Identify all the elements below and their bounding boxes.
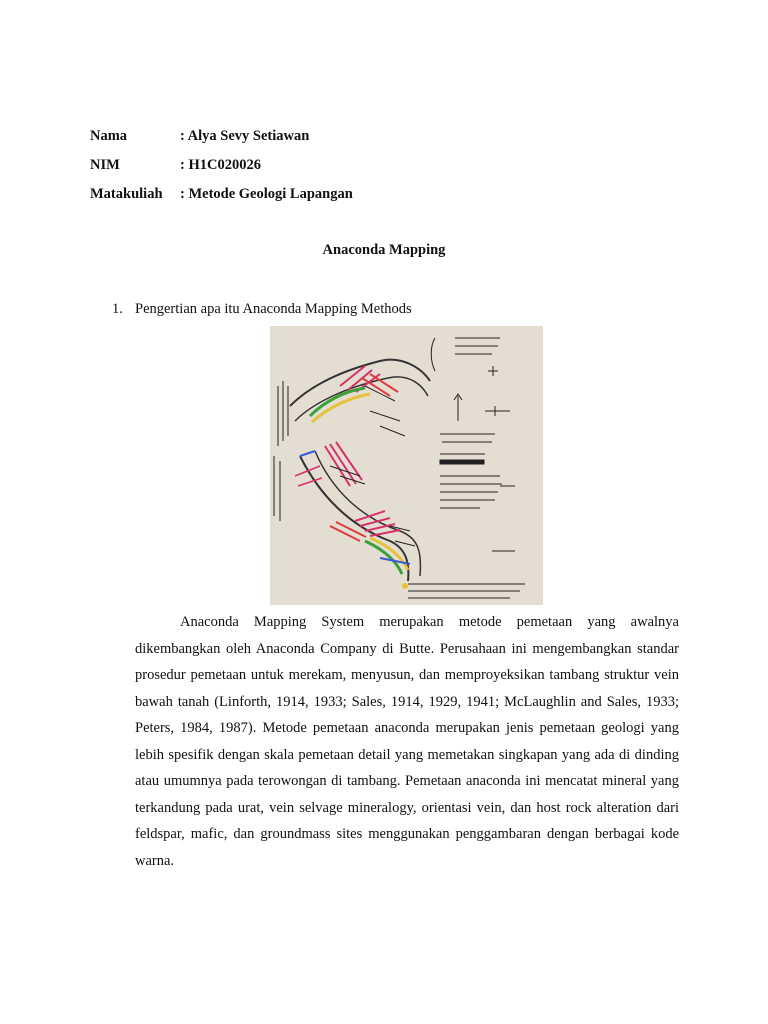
- info-label: NIM: [90, 157, 120, 173]
- info-label: Matakuliah: [90, 186, 163, 202]
- info-row-nama: [90, 122, 353, 151]
- section-heading: [112, 301, 412, 318]
- document-title: Anaconda Mapping: [322, 242, 446, 258]
- info-value: : Metode Geologi Lapangan: [180, 186, 353, 202]
- info-row-nim: [90, 151, 353, 180]
- anaconda-map-figure: [270, 326, 543, 605]
- section-heading-text: Pengertian apa itu Anaconda Mapping Methods: [135, 301, 412, 317]
- anaconda-map-sketch-icon: [270, 326, 543, 605]
- info-value: : Alya Sevy Setiawan: [180, 128, 310, 144]
- info-label: Nama: [90, 128, 128, 144]
- info-row-matakuliah: [90, 180, 353, 209]
- student-info-table: [90, 122, 353, 209]
- body-paragraph: Anaconda Mapping System merupakan metode pemetaan yang awalnya dikembangkan oleh Anaconda Company di Butte. Perusahaan ini mengembangkan standar prosedur pemetaan untuk merekam, menyusun, dan memproyeksikan tambang struktur vein bawah tanah (Linforth, 1914, 1933; Sales, 1914, 1929, 1941; McLaughlin and Sales, 1933; Peters, 1984, 1987). Metode pemetaan anaconda merupakan jenis pemetaan geologi yang lebih spesifik dengan skala pemetaan detail yang memetakan singkapan yang ada di dinding atau umumnya pada terowongan di tambang. Pemetaan anaconda ini mencatat mineral yang terkandung pada urat, vein selvage mineralogy, orientasi vein, dan host rock alteration dari feldspar, mafic, dan groundmass sites menggunakan penggambaran dengan berbagai kode warna.: [135, 614, 679, 869]
- info-value: : H1C020026: [180, 157, 261, 173]
- section-number: 1.: [112, 301, 123, 317]
